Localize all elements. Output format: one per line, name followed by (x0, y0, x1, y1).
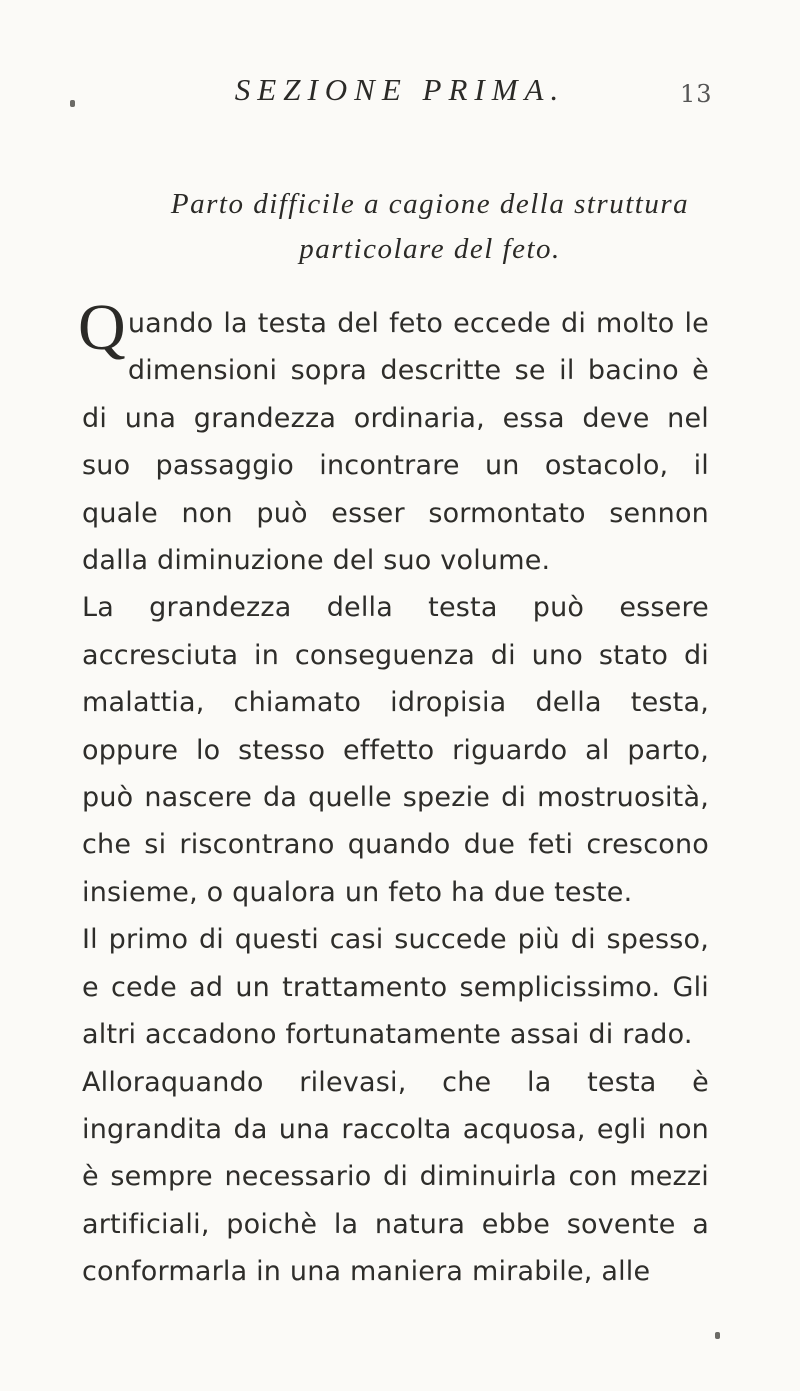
paper-speck (715, 1332, 720, 1339)
paragraph-2: La grandezza della testa può essere accresciuta in conseguenza di uno stato di malattia, chiamato idropisia della testa, oppure lo stesso effetto riguardo al parto, può nascere da quelle spezie di mostruosità, che si riscontrano quando due feti crescono insieme, o qualora un feto ha due teste. (82, 592, 709, 908)
running-head: SEZIONE PRIMA. (234, 72, 566, 107)
paragraph-1-text: uando la testa del feto eccede di molto le dimensioni sopra descritte se il bacino è di una grandezza ordinaria, essa deve nel suo passaggio incontrare un ostacolo, il quale non può esser sormontato sennon dalla diminuzione del suo volume. (82, 308, 709, 577)
section-title: Parto difficile a cagione della struttura particolare del feto. (170, 188, 690, 265)
drop-cap: Q (78, 291, 126, 364)
paragraph-3: Il primo di questi casi succede più di spesso, e cede ad un trattamento semplicissimo. Gli altri accadono fortunatamente assai di rado. (82, 924, 709, 1051)
paragraph-4: Alloraquando rilevasi, che la testa è ingrandita da una raccolta acquosa, egli non è sempre necessario di diminuirla con mezzi artificiali, poichè la natura ebbe sovente a conformarla in una maniera mirabile, alle (82, 1066, 709, 1288)
paragraph-1 (78, 291, 709, 584)
paper-speck (70, 100, 75, 107)
page-number: 13 (680, 80, 713, 108)
body-text (78, 291, 709, 1296)
